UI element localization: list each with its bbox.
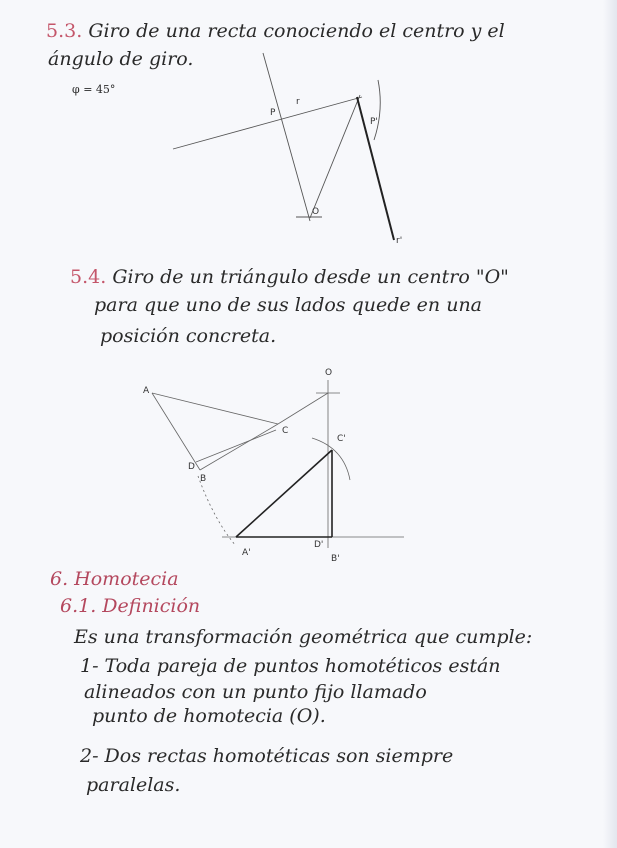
definition-line1: Es una transformación geométrica que cumple: bbox=[74, 626, 533, 648]
label-C-prime: C' bbox=[337, 434, 346, 444]
side-AB bbox=[152, 393, 200, 470]
side-AC bbox=[152, 393, 278, 424]
label-B: B bbox=[200, 474, 207, 484]
side-AprimeCprime bbox=[236, 450, 332, 537]
item1-line1: 1- Toda pareja de puntos homotéticos están bbox=[80, 655, 501, 677]
section-5-3-number: 5.3. bbox=[46, 20, 83, 42]
label-P: P bbox=[270, 108, 276, 118]
label-A: A bbox=[143, 386, 150, 396]
parallel-line bbox=[196, 430, 276, 462]
label-P-prime: P' bbox=[370, 117, 378, 127]
section-5-4-title-line2: para que uno de sus lados quede en una bbox=[94, 294, 483, 316]
section-6-heading: 6. Homotecia bbox=[50, 568, 179, 590]
label-B-prime: B' bbox=[331, 554, 340, 564]
section-5-3-title-text: Giro de una recta conociendo el centro y el bbox=[88, 20, 505, 42]
section-5-3-title-line2: ángulo de giro. bbox=[48, 48, 194, 70]
label-C: C bbox=[282, 426, 289, 436]
item2-line1: 2- Dos rectas homotéticas son siempre bbox=[80, 745, 454, 767]
section-5-4-title-text: Giro de un triángulo desde un centro "O" bbox=[112, 266, 509, 288]
item1-line3: punto de homotecia (O). bbox=[92, 705, 326, 727]
side-BC bbox=[200, 424, 278, 470]
item2-line2: paralelas. bbox=[86, 774, 181, 796]
label-A-prime: A' bbox=[242, 548, 251, 558]
label-O: O bbox=[312, 207, 320, 217]
section-5-4-title-line3: posición concreta. bbox=[100, 325, 277, 347]
label-r: r bbox=[296, 97, 300, 107]
line-C-O bbox=[278, 393, 328, 424]
arc-C bbox=[312, 438, 350, 480]
angle-note: φ = 45° bbox=[72, 83, 116, 96]
label-D: D bbox=[188, 462, 195, 472]
section-6-1-subheading: 6.1. Definición bbox=[60, 595, 201, 617]
section-5-4-number: 5.4. bbox=[70, 266, 107, 288]
label-r-prime: r' bbox=[396, 236, 403, 246]
label-D-prime: D' bbox=[314, 540, 324, 550]
label-O: O bbox=[325, 368, 333, 378]
page-edge bbox=[603, 0, 617, 848]
arc-B bbox=[198, 476, 236, 546]
item1-line2: alineados con un punto fijo llamado bbox=[84, 681, 427, 703]
